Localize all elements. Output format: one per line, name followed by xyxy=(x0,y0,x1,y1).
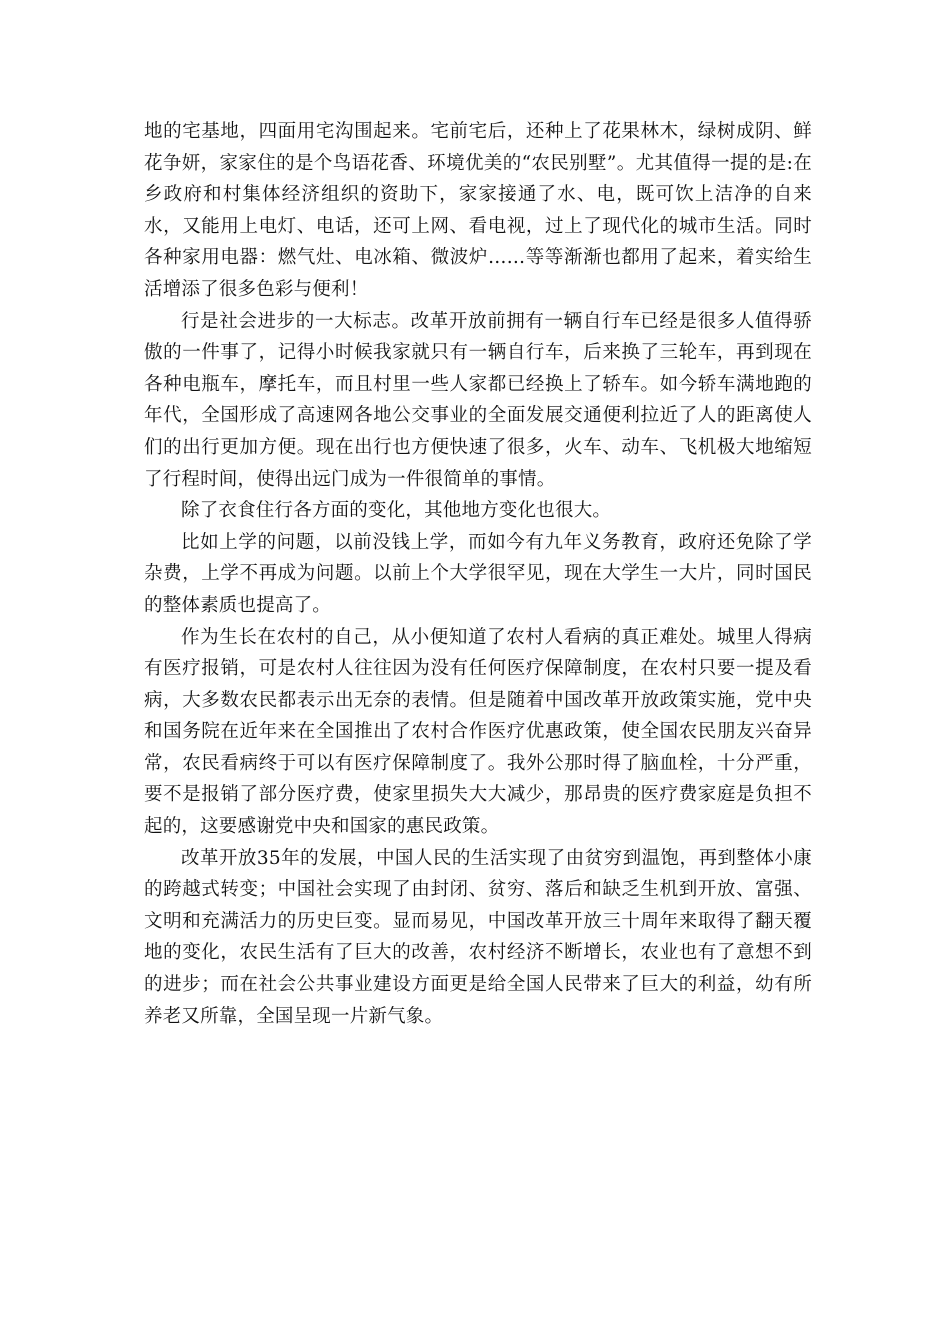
paragraph-other-changes: 除了衣食住行各方面的变化，其他地方变化也很大。 xyxy=(181,500,612,522)
paragraph-housing-continued: 地的宅基地，四面用宅沟围起来。宅前宅后，还种上了花果林木，绿树成阴、鲜花争妍，家家住的是个鸟语花香、环境优美的“农民别墅”。尤其值得一提的是:在乡政府和村集体经济组织的资助下，家家接通了水、电，既可饮上洁净的自来水，又能用上电灯、电话，还可上网、看电视，过上了现代化的城市生活。同时各种家用电器：燃气灶、电冰箱、微波炉……等等渐渐也都用了起来，着实给生活增添了很多色彩与便利！ xyxy=(144,121,812,300)
paragraph-transportation: 行是社会进步的一大标志。改革开放前拥有一辆自行车已经是很多人值得骄傲的一件事了，记得小时候我家就只有一辆自行车，后来换了三轮车，再到现在各种电瓶车，摩托车，而且村里一些人家都已经换上了轿车。如今轿车满地跑的年代，全国形成了高速网各地公交事业的全面发展交通便利拉近了人的距离使人们的出行更加方便。现在出行也方便快速了很多，火车、动车、飞机极大地缩短了行程时间，使得出远门成为一件很简单的事情。 xyxy=(144,310,812,490)
paragraph-education: 比如上学的问题，以前没钱上学，而如今有九年义务教育，政府还免除了学杂费，上学不再成为问题。以前上个大学很罕见，现在大学生一大片，同时国民的整体素质也提高了。 xyxy=(144,531,812,616)
paragraph-conclusion: 改革开放35年的发展，中国人民的生活实现了由贫穷到温饱，再到整体小康的跨越式转变；中国社会实现了由封闭、贫穷、落后和缺乏生机到开放、富强、文明和充满活力的历史巨变。显而易见，中国改革开放三十周年来取得了翻天覆地的变化，农民生活有了巨大的改善，农村经济不断增长，农业也有了意想不到的进步；而在社会公共事业建设方面更是给全国人民带来了巨大的利益，幼有所养老又所靠，全国呈现一片新气象。 xyxy=(144,847,812,1027)
paragraph-healthcare: 作为生长在农村的自己，从小便知道了农村人看病的真正难处。城里人得病有医疗报销，可是农村人往往因为没有任何医疗保障制度，在农村只要一提及看病，大多数农民都表示出无奈的表情。但是随着中国改革开放政策实施，党中央和国务院在近年来在全国推出了农村合作医疗优惠政策，使全国农民朋友兴奋异常，农民看病终于可以有医疗保障制度了。我外公那时得了脑血栓，十分严重，要不是报销了部分医疗费，使家里损失大大减少，那昂贵的医疗费家庭是负担不起的，这要感谢党中央和国家的惠民政策。 xyxy=(144,626,812,838)
document-body xyxy=(144,116,812,1032)
